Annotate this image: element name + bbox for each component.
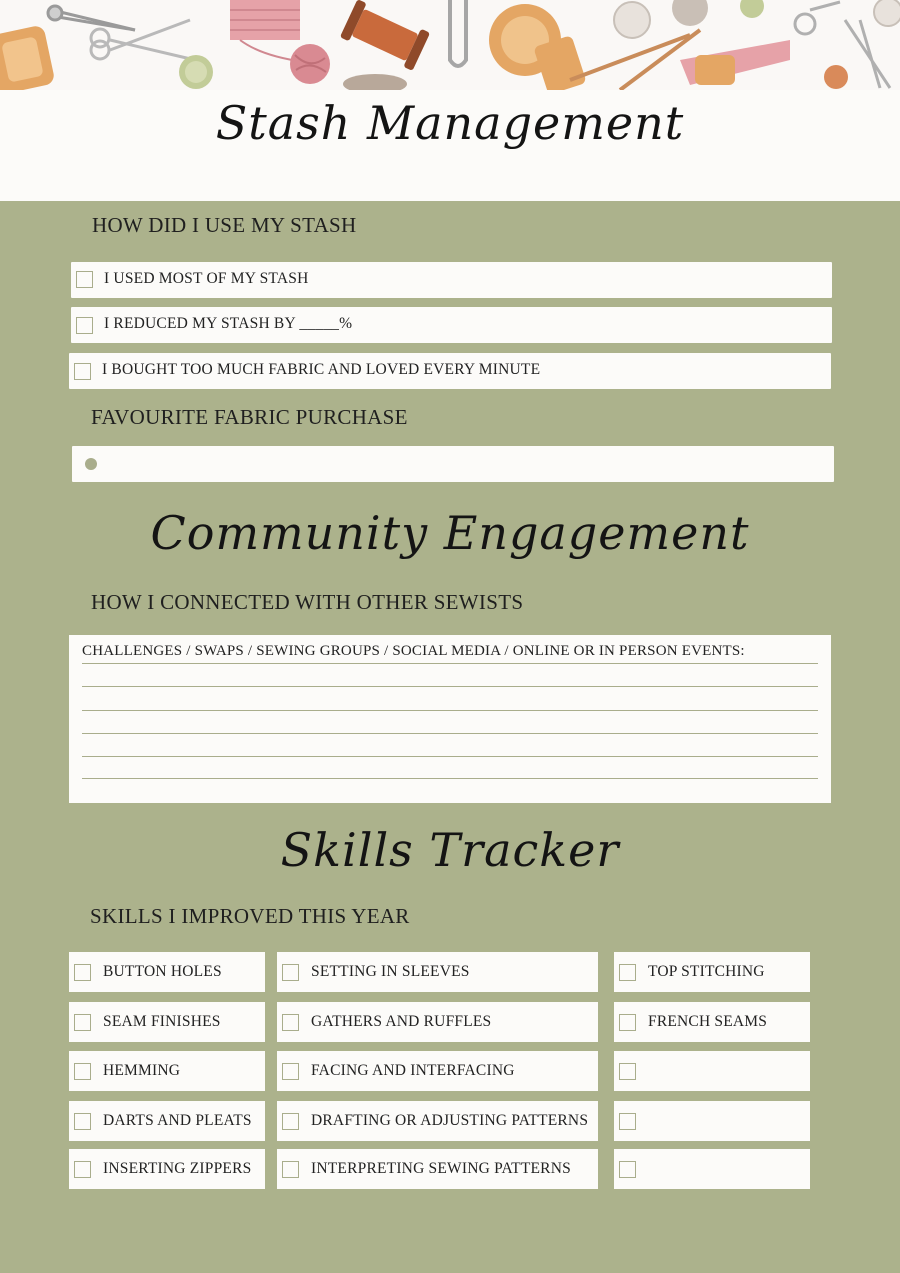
checkbox[interactable] (282, 1161, 299, 1178)
stash-option-label: I BOUGHT TOO MUCH FABRIC AND LOVED EVERY MINUTE (102, 361, 541, 378)
skill-item[interactable] (69, 1101, 265, 1141)
community-notes-box[interactable] (69, 635, 831, 803)
writing-line (82, 710, 818, 711)
stash-option-row[interactable] (71, 307, 832, 343)
checkbox[interactable] (74, 1063, 91, 1080)
button-icon-5 (874, 0, 900, 26)
skill-label: HEMMING (103, 1062, 181, 1079)
checkbox[interactable] (76, 271, 93, 288)
checkbox[interactable] (619, 1161, 636, 1178)
safety-pin-icon (48, 6, 135, 30)
button-icon-2 (614, 2, 650, 38)
writing-line (82, 686, 818, 687)
button-icon (179, 55, 213, 89)
sewing-illustration-banner (0, 0, 900, 90)
skill-label: DARTS AND PLEATS (103, 1112, 252, 1129)
writing-line (82, 733, 818, 734)
skill-label: DRAFTING OR ADJUSTING PATTERNS (311, 1112, 589, 1129)
measuring-tape-icon (0, 24, 56, 90)
community-prompt: CHALLENGES / SWAPS / SEWING GROUPS / SOCIAL MEDIA / ONLINE OR IN PERSON EVENTS: (82, 643, 745, 659)
skill-label: TOP STITCHING (648, 963, 765, 980)
writing-line (82, 778, 818, 779)
thread-spool-icon (340, 0, 430, 71)
skill-label: FACING AND INTERFACING (311, 1062, 515, 1079)
checkbox[interactable] (76, 317, 93, 334)
skill-label: BUTTON HOLES (103, 963, 222, 980)
checkbox[interactable] (74, 363, 91, 380)
skill-label: INSERTING ZIPPERS (103, 1160, 252, 1177)
bullet-icon (85, 458, 97, 470)
checkbox[interactable] (74, 1161, 91, 1178)
skill-item[interactable] (69, 1149, 265, 1189)
community-engagement-title: Community Engagement (150, 506, 750, 560)
checkbox[interactable] (282, 1063, 299, 1080)
checkbox[interactable] (282, 1014, 299, 1031)
stash-option-label: I REDUCED MY STASH BY _____% (104, 315, 353, 332)
writing-line (82, 756, 818, 757)
skill-item[interactable] (614, 952, 810, 992)
checkbox[interactable] (619, 1063, 636, 1080)
skill-item[interactable] (614, 1002, 810, 1042)
favourite-fabric-field[interactable] (72, 446, 834, 482)
checkbox[interactable] (74, 964, 91, 981)
community-heading: HOW I CONNECTED WITH OTHER SEWISTS (91, 590, 524, 614)
yarn-skein-icon (343, 74, 407, 90)
skill-item[interactable] (614, 1051, 810, 1091)
skill-item[interactable] (69, 952, 265, 992)
yarn-ball-icon-2 (672, 0, 708, 26)
stash-option-label: I USED MOST OF MY STASH (104, 270, 309, 287)
favourite-fabric-heading: FAVOURITE FABRIC PURCHASE (91, 405, 408, 429)
checkbox[interactable] (74, 1014, 91, 1031)
skill-label: SEAM FINISHES (103, 1013, 221, 1030)
button-icon-3 (740, 0, 764, 18)
skill-item[interactable] (277, 1002, 598, 1042)
sewing-notions-illustration (0, 0, 900, 90)
skill-item[interactable] (277, 1051, 598, 1091)
checkbox[interactable] (619, 1014, 636, 1031)
stash-option-row[interactable] (71, 262, 832, 298)
skills-tracker-title: Skills Tracker (280, 823, 620, 877)
stash-usage-heading: HOW DID I USE MY STASH (92, 213, 357, 237)
skill-item[interactable] (277, 1101, 598, 1141)
checkbox[interactable] (619, 964, 636, 981)
button-icon-4 (824, 65, 848, 89)
skill-label: GATHERS AND RUFFLES (311, 1013, 492, 1030)
stash-option-row[interactable] (69, 353, 831, 389)
skill-label: FRENCH SEAMS (648, 1013, 768, 1030)
skill-item[interactable] (614, 1101, 810, 1141)
skill-label: SETTING IN SLEEVES (311, 963, 470, 980)
tassel-icon (680, 40, 790, 85)
skill-item[interactable] (277, 1149, 598, 1189)
checkbox[interactable] (282, 964, 299, 981)
safety-pin-icon-2 (450, 0, 466, 66)
skills-heading: SKILLS I IMPROVED THIS YEAR (90, 904, 410, 928)
skill-item[interactable] (69, 1051, 265, 1091)
checkbox[interactable] (74, 1113, 91, 1130)
skill-item[interactable] (277, 952, 598, 992)
checkbox[interactable] (282, 1113, 299, 1130)
skill-label: INTERPRETING SEWING PATTERNS (311, 1160, 571, 1177)
stash-management-title: Stash Management (215, 96, 685, 150)
skill-item[interactable] (69, 1002, 265, 1042)
checkbox[interactable] (619, 1113, 636, 1130)
yarn-ball-icon (290, 44, 330, 84)
skill-item[interactable] (614, 1149, 810, 1189)
writing-line (82, 663, 818, 664)
